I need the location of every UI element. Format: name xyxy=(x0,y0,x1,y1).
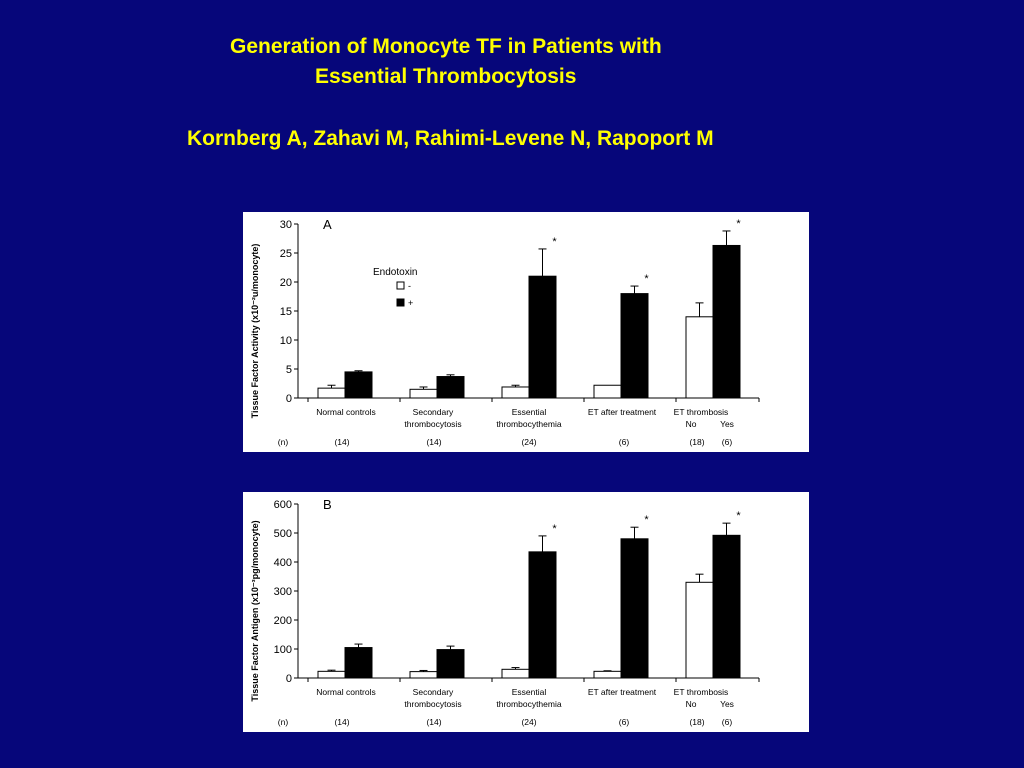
y-tick-label-b: 300 xyxy=(273,586,292,598)
category-label-b: Essential xyxy=(511,687,547,697)
n-count-b: (18) xyxy=(689,717,705,727)
y-tick-label-a: 0 xyxy=(285,393,292,405)
legend-swatch-plus-a xyxy=(397,299,404,306)
n-label-b: (n) xyxy=(277,717,289,727)
n-count-a: (6) xyxy=(721,437,733,447)
y-tick-label-b: 600 xyxy=(273,499,292,511)
bar-plus-a xyxy=(621,294,648,398)
bar-minus-b xyxy=(318,671,345,678)
category-label-b: ET after treatment xyxy=(587,687,657,697)
significance-star-a: * xyxy=(736,217,741,230)
chart-a-svg xyxy=(243,212,809,452)
y-tick-label-b: 100 xyxy=(273,644,292,656)
y-tick-label-a: 30 xyxy=(279,219,292,231)
category-label-line2-a: thrombocytosis xyxy=(404,419,462,429)
bar-minus-a xyxy=(502,387,529,398)
n-count-a: (14) xyxy=(334,437,350,447)
legend-label-minus-a: - xyxy=(408,281,411,291)
y-tick-label-b: 500 xyxy=(273,528,292,540)
chart-b-svg xyxy=(243,492,809,732)
significance-star-b: * xyxy=(736,510,741,523)
category-label-line2-b: thrombocythemia xyxy=(496,699,562,709)
category-label-b: ET thrombosis xyxy=(673,687,729,697)
chart-panel-a xyxy=(243,212,809,452)
bar-minus-b xyxy=(686,582,713,678)
y-tick-label-a: 25 xyxy=(279,248,292,260)
y-tick-label-b: 200 xyxy=(273,615,292,627)
category-label-a: Normal controls xyxy=(316,407,376,417)
bar-minus-b xyxy=(502,669,529,678)
category-label-line2-b: No xyxy=(685,699,697,709)
significance-star-b: * xyxy=(552,522,557,535)
y-tick-label-a: 5 xyxy=(285,364,292,376)
panel-label-b: B xyxy=(323,497,332,512)
bar-minus-a xyxy=(410,389,437,398)
y-tick-label-a: 20 xyxy=(279,277,292,289)
n-count-b: (6) xyxy=(618,717,630,727)
bar-minus-a xyxy=(594,385,621,398)
chart-panel-b xyxy=(243,492,809,732)
bar-plus-b xyxy=(437,650,464,678)
category-label-a: ET after treatment xyxy=(587,407,657,417)
y-tick-label-a: 10 xyxy=(279,335,292,347)
page-title-line2: Essential Thrombocytosis xyxy=(315,65,577,88)
y-axis-label-b: Tissue Factor Antigen (x10⁻³pg/monocyte) xyxy=(250,520,260,702)
bar-plus-a xyxy=(345,372,372,398)
significance-star-a: * xyxy=(644,273,649,286)
category-label-a: Secondary xyxy=(412,407,454,417)
category-label-a: Essential xyxy=(511,407,547,417)
significance-star-a: * xyxy=(552,235,557,248)
y-axis-label-a: Tissue Factor Activity (x10⁻²u/monocyte) xyxy=(250,243,260,419)
page-title-line1: Generation of Monocyte TF in Patients with xyxy=(230,35,662,58)
n-count-a: (6) xyxy=(618,437,630,447)
n-count-b: (14) xyxy=(334,717,350,727)
n-label-a: (n) xyxy=(277,437,289,447)
bar-minus-a xyxy=(686,317,713,398)
n-count-a: (24) xyxy=(521,437,537,447)
legend-label-plus-a: + xyxy=(408,298,414,308)
n-count-a: (18) xyxy=(689,437,705,447)
y-tick-label-b: 400 xyxy=(273,557,292,569)
significance-star-b: * xyxy=(644,514,649,527)
bar-plus-a xyxy=(437,377,464,398)
n-count-b: (14) xyxy=(426,717,442,727)
bar-plus-a xyxy=(529,276,556,398)
n-count-a: (14) xyxy=(426,437,442,447)
bar-minus-a xyxy=(318,388,345,398)
authors: Kornberg A, Zahavi M, Rahimi-Levene N, Rapoport M xyxy=(187,127,714,150)
y-tick-label-b: 0 xyxy=(285,673,292,685)
panel-label-a: A xyxy=(323,217,332,232)
bar-minus-b xyxy=(410,672,437,678)
legend-swatch-minus-a xyxy=(397,282,404,289)
bar-plus-b xyxy=(529,552,556,678)
bar-plus-b xyxy=(345,648,372,678)
category-label-line2-a: thrombocythemia xyxy=(496,419,562,429)
n-count-b: (6) xyxy=(721,717,733,727)
category-label-line2-b: Yes xyxy=(720,699,734,709)
bar-plus-a xyxy=(713,245,740,398)
n-count-b: (24) xyxy=(521,717,537,727)
bar-plus-b xyxy=(621,539,648,678)
y-tick-label-a: 15 xyxy=(279,306,292,318)
legend-title-a: Endotoxin xyxy=(373,267,418,278)
category-label-line2-a: Yes xyxy=(720,419,734,429)
category-label-a: ET thrombosis xyxy=(673,407,729,417)
category-label-line2-a: No xyxy=(685,419,697,429)
category-label-b: Normal controls xyxy=(316,687,376,697)
bar-plus-b xyxy=(713,535,740,678)
bar-minus-b xyxy=(594,671,621,678)
category-label-b: Secondary xyxy=(412,687,454,697)
category-label-line2-b: thrombocytosis xyxy=(404,699,462,709)
